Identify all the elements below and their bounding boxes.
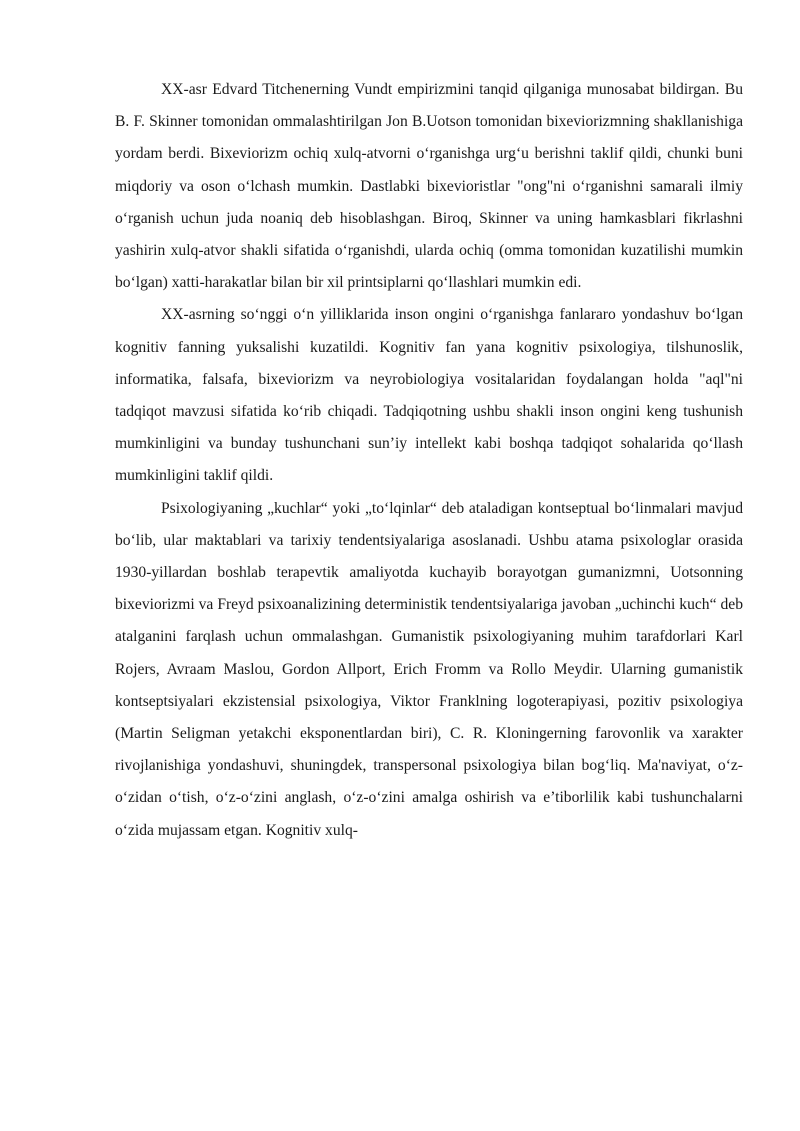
paragraph-cognitive-science: XX-asrning so‘nggi o‘n yilliklarida inson ongini o‘rganishga fanlararo yondashuv bo‘lgan kognitiv fanning yuksalishi kuzatildi. Kognitiv fan yana kognitiv psixologiya, tilshunoslik, informatika, falsafa, bixeviorizm va neyrobiologiya vositalaridan foydalangan holda "aql"ni tadqiqot mavzusi sifatida ko‘rib chiqadi. Tadqiqotning ushbu shakli inson ongini keng tushunish mumkinligini va bunday tushunchani sun’iy intellekt kabi boshqa tadqiqot sohalarida qo‘llash mumkinligini taklif qildi. <box>115 306 743 485</box>
document-page <box>115 74 743 847</box>
paragraph-behaviorism: XX-asr Edvard Titchenerning Vundt empirizmini tanqid qilganiga munosabat bildirgan. Bu B. F. Skinner tomonidan ommalashtirilgan Jon B.Uotson tomonidan bixeviorizmning shakllanishiga yordam berdi. Bixeviorizm ochiq xulq-atvorni o‘rganishga urg‘u berishni taklif qildi, chunki buni miqdoriy va oson o‘lchash mumkin. Dastlabki bixevioristlar "ong"ni o‘rganishni samarali ilmiy o‘rganish uchun juda noaniq deb hisoblashgan. Biroq, Skinner va uning hamkasblari fikrlashni yashirin xulq-atvor shakli sifatida o‘rganishdi, ularda ochiq (omma tomonidan kuzatilishi mumkin bo‘lgan) xatti-harakatlar bilan bir xil printsiplarni qo‘llashlari mumkin edi. <box>115 81 743 292</box>
paragraph-humanistic-psychology: Psixologiyaning „kuchlar“ yoki „to‘lqinlar“ deb ataladigan kontseptual bo‘linmalari mavjud bo‘lib, ular maktablari va tarixiy tendentsiyalariga asoslanadi. Ushbu atama psixologlar orasida 1930-yillardan boshlab terapevtik amaliyotda kuchayib borayotgan gumanizmni, Uotsonning bixeviorizmi va Freyd psixoanalizining deterministik tendentsiyalariga javoban „uchinchi kuch“ deb atalganini farqlash uchun ommalashgan. Gumanistik psixologiyaning muhim tarafdorlari Karl Rojers, Avraam Maslou, Gordon Allport, Erich Fromm va Rollo Meydir. Ularning gumanistik kontseptsiyalari ekzistensial psixologiya, Viktor Franklning logoterapiyasi, pozitiv psixologiya (Martin Seligman yetakchi eksponentlardan biri), C. R. Kloningerning farovonlik va xarakter rivojlanishiga yondashuvi, shuningdek, transpersonal psixologiya bilan bog‘liq. Ma'naviyat, o‘z-o‘zidan o‘tish, o‘z-o‘zini anglash, o‘z-o‘zini amalga oshirish va e’tiborlilik kabi tushunchalarni o‘zida mujassam etgan. Kognitiv xulq- <box>115 499 743 839</box>
